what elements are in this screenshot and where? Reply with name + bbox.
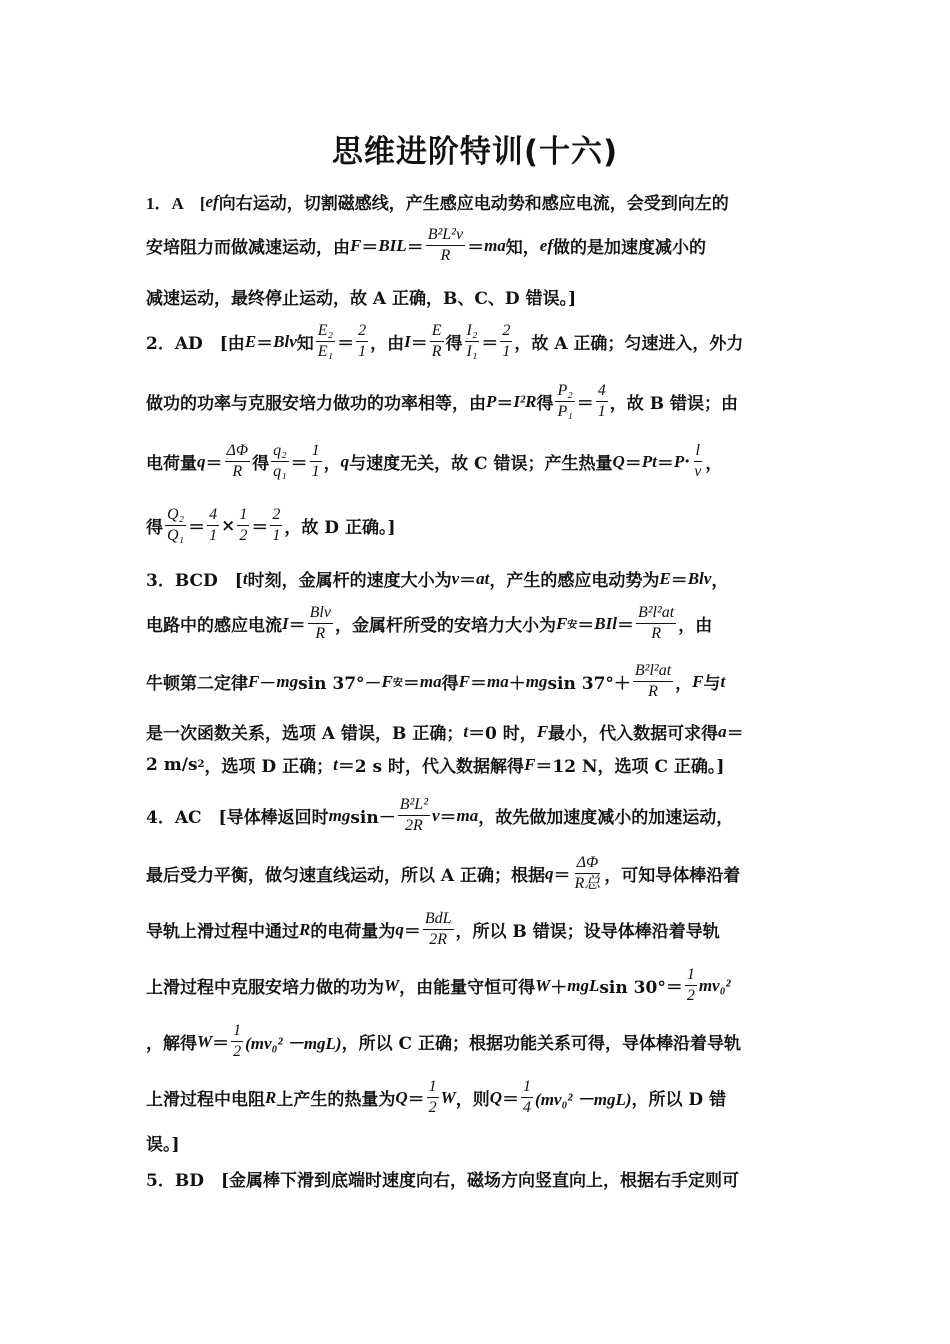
answer-2-line-3: 电荷量 q ＝ $\frac{\Delta\Phi}{R}$ 得 $\frac{\text{q₂}}{\text{q₁}}$ ＝ $\frac{1}{1}$ ， q 与速度无关，故 C 错误；产生热量 Q ＝ Pt ＝ P · $\frac{l}{v}$ ， <box>146 442 723 480</box>
formula-fraction: $\frac{\text{B²l²at}}{R}$ <box>637 604 675 642</box>
formula-fraction: $\frac{\text{E₂}}{\text{E₁}}$ <box>317 322 334 360</box>
formula-fraction: $\frac{\text{BdL}}{2R}$ <box>424 910 452 948</box>
formula-fraction: $\frac{1}{2}$ <box>233 1022 242 1060</box>
answer-3-line-2: 电路中的感应电流 I ＝ $\frac{\text{Blv}}{R}$ ，金属杆所受的安培力大小为 F 安 ＝ BIl ＝ $\frac{\text{B²l²at}}{R}$ ，由 <box>146 604 713 642</box>
answer-2-line-4: 得 $\frac{\text{Q₂}}{\text{Q₁}}$ ＝ $\frac{4}{1}$ × $\frac{1}{2}$ ＝ $\frac{2}{1}$ ，故 D 正确。] <box>146 506 396 544</box>
answer-4-line-6: 上滑过程中电阻 R 上产生的热量为 Q ＝ $\frac{1}{2}$ W ，则 Q ＝ $\frac{1}{4}$ (mv₀² －mgL) ，所以 D 错 <box>146 1078 727 1116</box>
answer-5-line-1: 5．BD [金属棒下滑到底端时速度向右，磁场方向竖直向上，根据右手定则可 <box>146 1171 739 1191</box>
answer-4-line-5: ，解得 W ＝ $\frac{1}{2}$ (mv₀² －mgL) ，所以 C 正确；根据功能关系可得，导体棒沿着导轨 <box>146 1022 741 1060</box>
formula-fraction: $\frac{\text{Q₂}}{\text{Q₁}}$ <box>167 506 185 544</box>
formula-fraction: $\frac{4}{1}$ <box>597 382 606 420</box>
formula-fraction: $\frac{E}{R}$ <box>431 322 442 360</box>
answer-3-line-5: 2 m/s 2 ，选项 D 正确； t ＝2 s 时，代入数据解得 F ＝12 N，选项 C 正确。] <box>146 754 725 777</box>
formula-fraction: $\frac{\text{B²L²}}{2R}$ <box>399 796 428 834</box>
formula-fraction: $\frac{1}{2}$ <box>428 1078 437 1116</box>
answer-3-line-1: 3．BCD [ t 时刻，金属杆的速度大小为 v ＝ at ，产生的感应电动势为 E ＝ Blv ， <box>146 568 729 591</box>
answer-3-line-4: 是一次函数关系，选项 A 错误，B 正确； t ＝0 时， F 最小，代入数据可求得 a ＝ <box>146 721 744 744</box>
formula-fraction: $\frac{\text{B²L²v}}{R}$ <box>427 226 464 264</box>
answer-2-line-1: 2．AD [由 E ＝ Blv 知 $\frac{\text{E₂}}{\text{E₁}}$ ＝ $\frac{2}{1}$ ，由 I ＝ $\frac{E}{R}$ 得 $\frac{\text{I₂}}{\text{I₁}}$ ＝ $\frac{2}{1}$ ，故 A 正确；匀速进入，外力 <box>146 322 744 360</box>
answer-4-line-2: 最后受力平衡，做匀速直线运动，所以 A 正确；根据 q ＝ $\frac{\Delta\Phi}{\text{R总}}$ ，可知导体棒沿着 <box>146 854 741 892</box>
formula-fraction: $\frac{2}{1}$ <box>358 322 367 360</box>
formula-fraction: $\frac{l}{v}$ <box>694 442 702 480</box>
formula-fraction: $\frac{2}{1}$ <box>272 506 281 544</box>
formula-fraction: $\frac{\text{Blv}}{R}$ <box>309 604 331 642</box>
formula-fraction: $\frac{4}{1}$ <box>209 506 218 544</box>
answer-1-line-2: 安培阻力而做减速运动，由 F ＝ BIL ＝ $\frac{\text{B²L²v}}{R}$ ＝ ma 知， ef 做的是加速度减小的 <box>146 226 707 264</box>
answer-4-line-3: 导轨上滑过程中通过 R 的电荷量为 q ＝ $\frac{\text{BdL}}{2R}$ ，所以 B 错误；设导体棒沿着导轨 <box>146 910 720 948</box>
formula-fraction: $\frac{\text{I₂}}{\text{I₁}}$ <box>466 322 478 360</box>
formula-fraction: $\frac{1}{4}$ <box>523 1078 532 1116</box>
formula-fraction: $\frac{\text{P₂}}{\text{P₁}}$ <box>557 382 573 420</box>
formula-fraction: $\frac{1}{1}$ <box>311 442 320 480</box>
formula-fraction: $\frac{\Delta\Phi}{\text{R总}}$ <box>574 854 601 892</box>
formula-fraction: $\frac{\Delta\Phi}{R}$ <box>226 442 249 480</box>
answer-1-line-1: 1．A [ ef 向右运动，切割磁感线，产生感应电动势和感应电流，会受到向左的 <box>146 191 729 214</box>
formula-fraction: $\frac{\text{q₂}}{\text{q₁}}$ <box>273 442 287 480</box>
answer-4-line-1: 4．AC [导体棒返回时 mg sin－ $\frac{\text{B²L²}}{2R}$ v ＝ ma ，故先做加速度减小的加速运动， <box>146 796 734 834</box>
formula-fraction: $\frac{\text{B²l²at}}{R}$ <box>634 662 672 700</box>
answer-3-line-3: 牛顿第二定律 F － mg sin 37°－ F 安 ＝ ma 得 F ＝ ma ＋ mg sin 37°＋ $\frac{\text{B²l²at}}{R}$ ， F 与 t <box>146 662 726 700</box>
formula-fraction: $\frac{1}{2}$ <box>686 966 695 1004</box>
formula-fraction: $\frac{2}{1}$ <box>502 322 511 360</box>
formula-fraction: $\frac{1}{2}$ <box>239 506 248 544</box>
page-title: 思维进阶特训(十六) <box>331 134 619 170</box>
answer-2-line-2: 做功的功率与克服安培力做功的功率相等，由 P ＝ I²R 得 $\frac{\text{P₂}}{\text{P₁}}$ ＝ $\frac{4}{1}$ ，故 B 错误；由 <box>146 382 739 420</box>
answer-4-line-7: 误。] <box>146 1135 180 1155</box>
answer-1-line-3: 减速运动，最终停止运动，故 A 正确，B、C、D 错误。] <box>146 289 577 309</box>
answer-4-line-4: 上滑过程中克服安培力做的功为 W ，由能量守恒可得 W ＋ mgL sin 30°＝ $\frac{1}{2}$ mv₀² <box>146 966 731 1004</box>
